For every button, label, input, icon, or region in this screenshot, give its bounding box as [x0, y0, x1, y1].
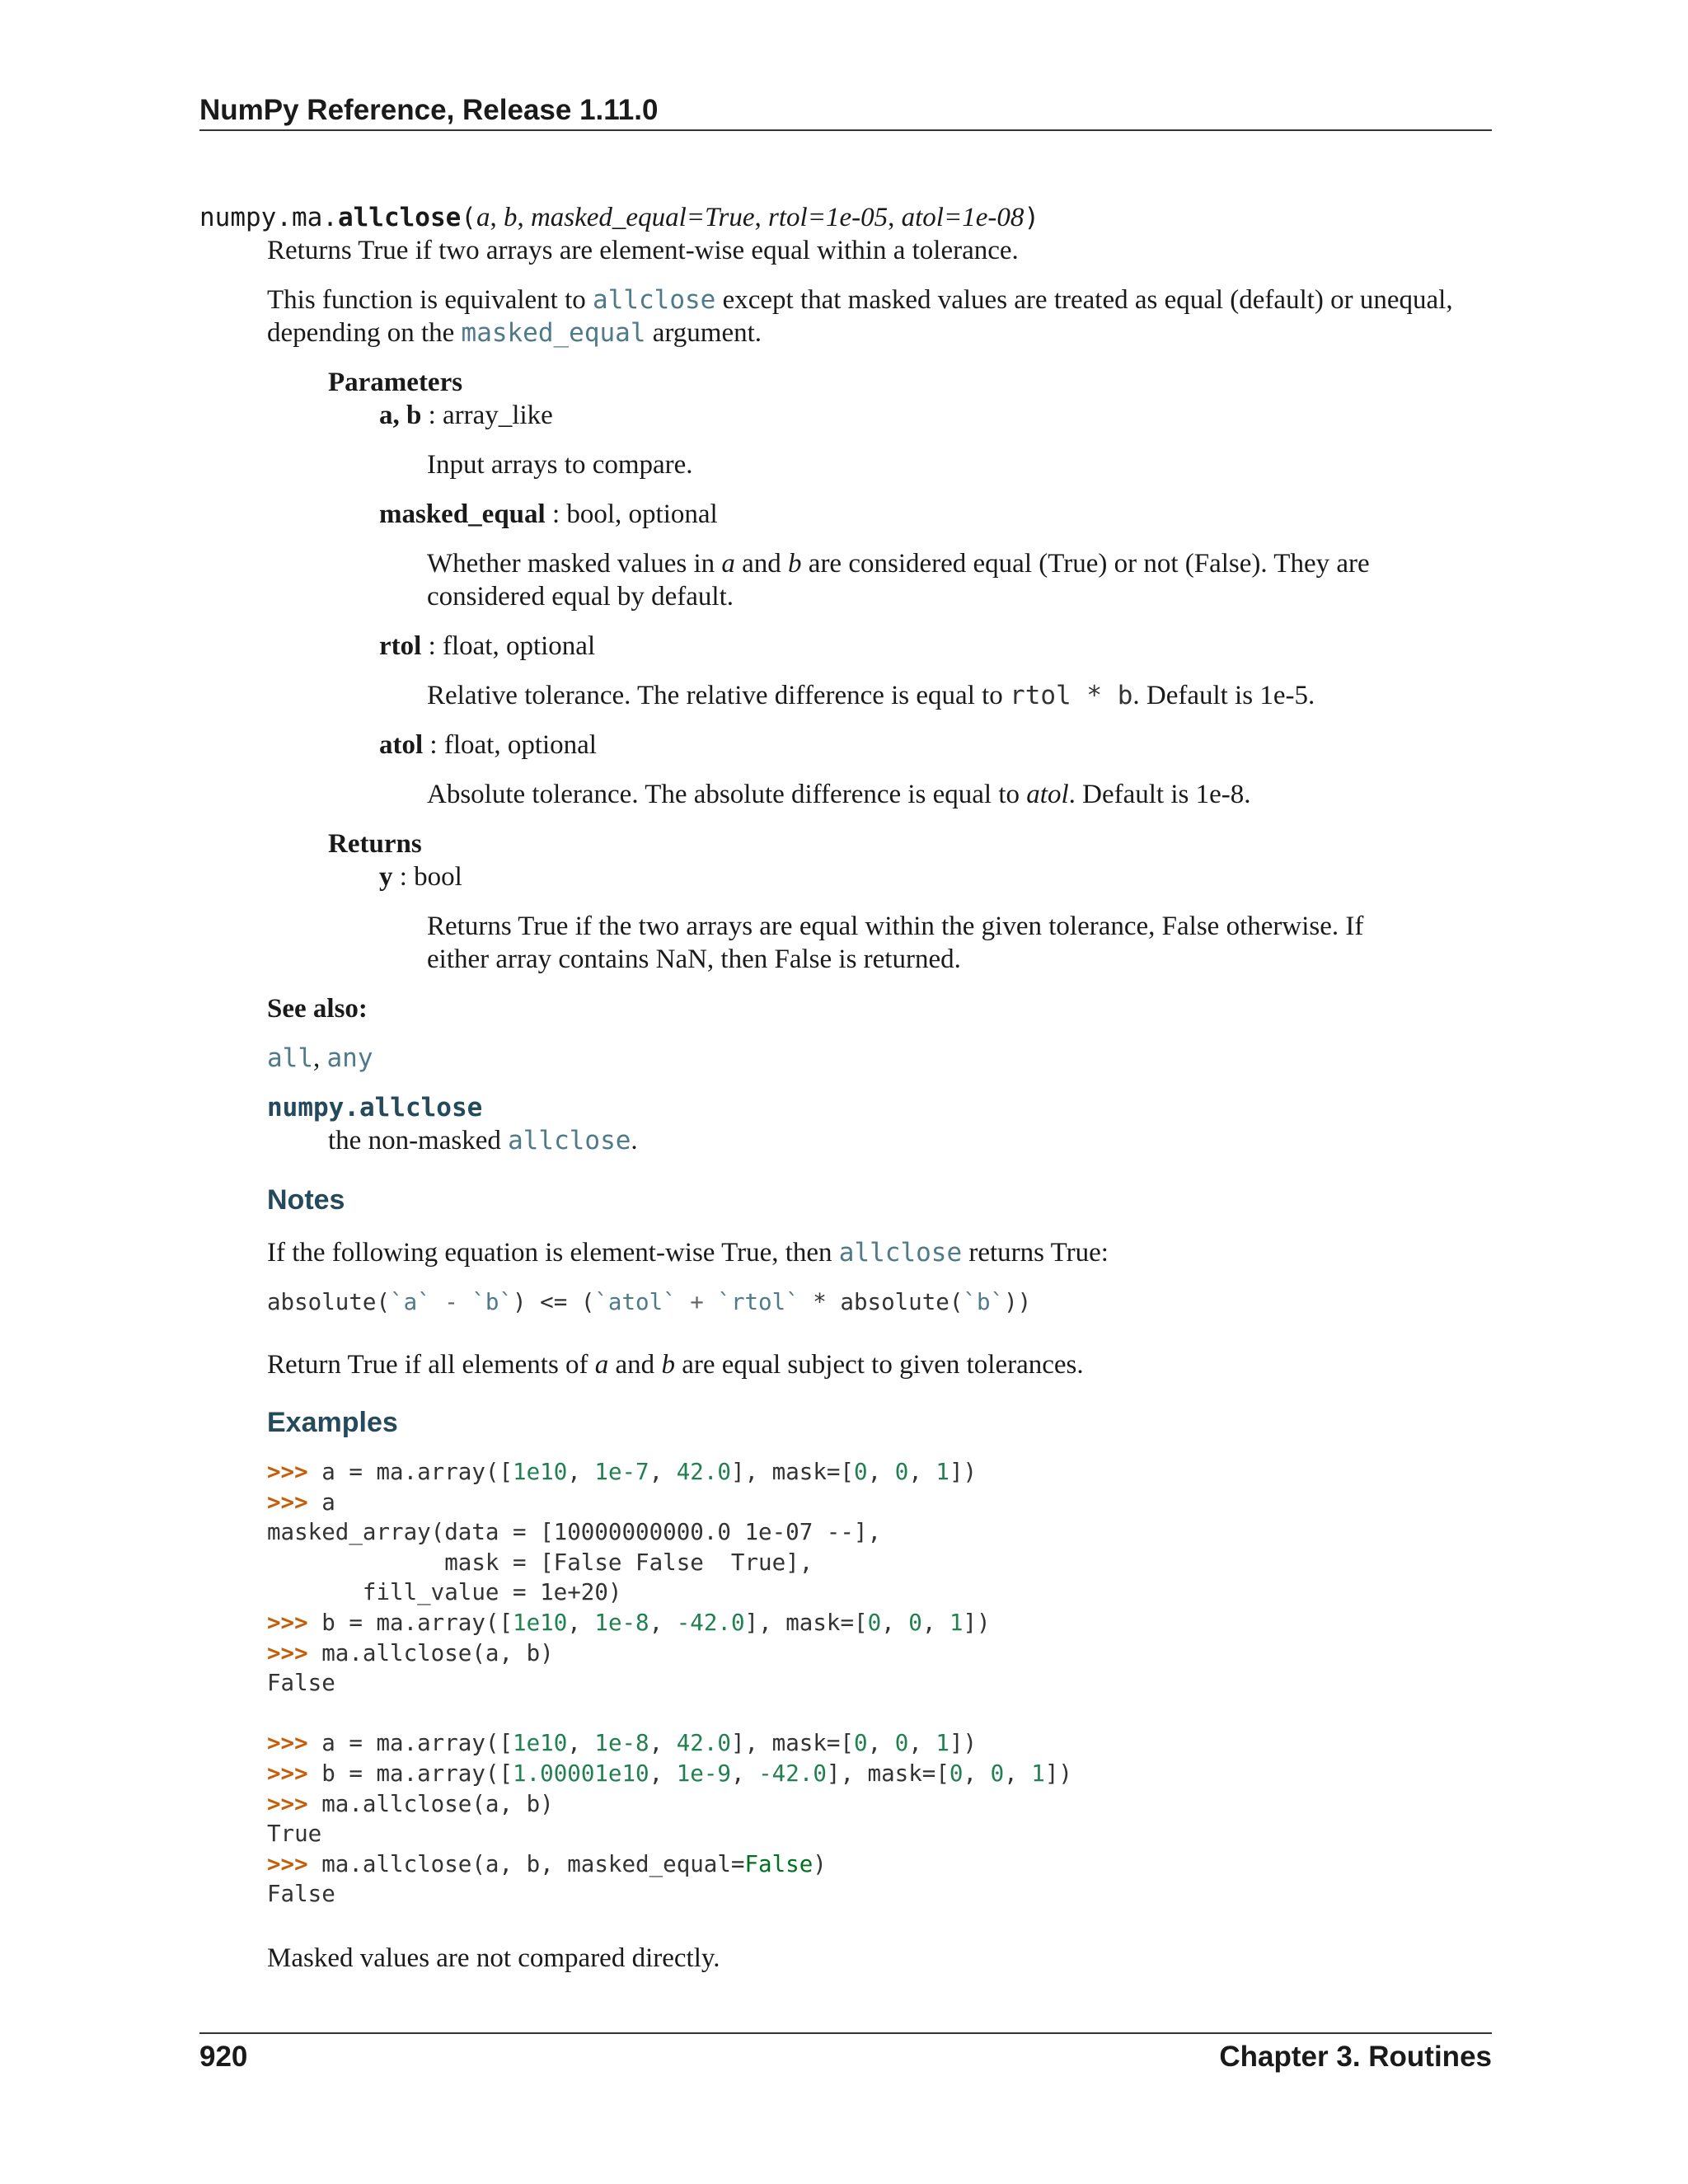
code-number: 1	[949, 1609, 964, 1636]
prompt: >>>	[267, 1730, 308, 1757]
code: ,	[908, 1459, 936, 1485]
code-number: 1e-8	[594, 1609, 649, 1636]
formula-var: `rtol`	[717, 1289, 799, 1315]
param-masked-equal-desc-1	[427, 547, 1370, 580]
see-also-comma: ,	[313, 1043, 327, 1073]
code-number: 1	[935, 1459, 950, 1485]
param-ab-desc: Input arrays to compare.	[427, 450, 693, 480]
description-line-1	[267, 284, 1453, 316]
desc-text: the non-masked	[328, 1126, 509, 1155]
code-keyword: False	[744, 1850, 814, 1877]
notes-text: If the following equation is element-wise True, then	[267, 1238, 839, 1268]
code: b = ma.array([	[307, 1760, 513, 1787]
code: ,	[963, 1760, 991, 1787]
footer-rule	[199, 2032, 1492, 2034]
notes-text: are equal subject to given tolerances.	[674, 1350, 1084, 1380]
formula-part: ) <= (	[513, 1289, 595, 1315]
param-ab	[379, 399, 553, 432]
desc-text: Relative tolerance. The relative difference is equal to	[427, 681, 1010, 710]
return-desc-2: either array contains NaN, then False is returned.	[427, 944, 961, 974]
code-number: 1	[935, 1730, 950, 1757]
code-number: 0	[908, 1609, 922, 1636]
param-rtol	[379, 630, 595, 663]
desc-text: Whether masked values in	[427, 549, 722, 579]
signature-param-masked-equal: masked_equal=True	[530, 203, 755, 232]
return-y-type: : bool	[392, 862, 462, 892]
description-line-2	[267, 316, 762, 349]
code-number: 42.0	[676, 1459, 731, 1485]
code-output: fill_value = 1e+20)	[267, 1579, 622, 1606]
examples-heading: Examples	[267, 1407, 398, 1438]
desc-text: Absolute tolerance. The absolute difference is equal to	[427, 780, 1027, 809]
code: ma.allclose(a, b)	[307, 1639, 554, 1666]
code-number: 1.00001e10	[513, 1760, 649, 1787]
page-number: 920	[199, 2041, 248, 2073]
code-number: -42.0	[676, 1609, 745, 1636]
code: ,	[730, 1760, 759, 1787]
allclose-link[interactable]: allclose	[593, 285, 716, 315]
notes-formula	[267, 1286, 1031, 1319]
desc-text: . Default is 1e-5.	[1132, 681, 1315, 710]
numpy-allclose-link[interactable]	[267, 1091, 482, 1124]
code-number: 0	[894, 1730, 909, 1757]
code-number: 0	[990, 1760, 1005, 1787]
formula-var: `a`	[390, 1289, 431, 1315]
formula-part: absolute(	[267, 1289, 391, 1315]
signature-sep: ,	[754, 203, 769, 232]
chapter-title: Chapter 3. Routines	[1219, 2041, 1492, 2073]
prompt: >>>	[267, 1459, 308, 1485]
signature-open-paren: (	[461, 203, 476, 232]
param-rtol-type: : float, optional	[421, 631, 596, 661]
return-y	[379, 860, 462, 893]
param-atol-desc	[427, 778, 1250, 811]
code-number: -42.0	[758, 1760, 827, 1787]
code: a	[307, 1488, 335, 1516]
code: )	[813, 1850, 827, 1877]
description-text: This function is equivalent to	[267, 285, 593, 315]
param-atol-name: atol	[379, 730, 424, 760]
formula-part: +	[676, 1289, 718, 1315]
code: ])	[963, 1609, 991, 1636]
desc-var: b	[788, 549, 802, 579]
code: ], mask=[	[744, 1609, 868, 1636]
desc-text: . Default is 1e-8.	[1068, 780, 1251, 809]
code-number: 42.0	[676, 1730, 731, 1757]
code-output: True	[267, 1821, 322, 1848]
parameters-heading: Parameters	[328, 368, 463, 397]
code-number: 1e10	[513, 1459, 568, 1485]
notes-text: and	[608, 1350, 662, 1380]
code-number: 1e-9	[676, 1760, 731, 1787]
notes-paragraph-1	[267, 1236, 1109, 1269]
param-masked-equal-name: masked_equal	[379, 499, 546, 529]
notes-paragraph-2	[267, 1348, 1084, 1381]
formula-var: `atol`	[594, 1289, 677, 1315]
code: ,	[867, 1730, 895, 1757]
code-output: False	[267, 1881, 335, 1908]
signature-module: numpy.ma.	[199, 203, 338, 232]
prompt: >>>	[267, 1639, 308, 1666]
code: ,	[1004, 1760, 1032, 1787]
code-number: 0	[854, 1459, 868, 1485]
code: ,	[881, 1609, 909, 1636]
notes-text: Return True if all elements of	[267, 1350, 595, 1380]
all-link[interactable]: all	[267, 1043, 313, 1073]
code: ])	[949, 1459, 978, 1485]
code: ma.allclose(a, b)	[307, 1790, 554, 1817]
desc-var: atol	[1026, 780, 1069, 809]
param-atol	[379, 729, 597, 762]
header-rule	[199, 129, 1492, 131]
code-number: 1e10	[513, 1609, 568, 1636]
rtol-code: rtol * b	[1010, 681, 1133, 710]
notes-text: returns True:	[962, 1238, 1109, 1268]
code: ], mask=[	[730, 1459, 854, 1485]
prompt: >>>	[267, 1609, 308, 1636]
desc-text: are considered equal (True) or not (False). They are	[801, 549, 1370, 579]
code: ])	[1044, 1760, 1072, 1787]
param-masked-equal-desc-2: considered equal by default.	[427, 582, 734, 612]
param-masked-equal-type: : bool, optional	[545, 499, 718, 529]
notes-var: b	[661, 1350, 675, 1380]
code: ma.allclose(a, b, masked_equal=	[307, 1850, 745, 1877]
desc-text: and	[734, 549, 789, 579]
code: ,	[867, 1459, 895, 1485]
code: ], mask=[	[730, 1730, 854, 1757]
numpy-allclose-label: numpy.allclose	[267, 1093, 483, 1122]
running-header: NumPy Reference, Release 1.11.0	[199, 94, 659, 126]
code-output: masked_array(data = [10000000000.0 1e-07 --],	[267, 1519, 882, 1546]
see-also-heading: See also:	[267, 994, 368, 1024]
code-number: 0	[894, 1459, 909, 1485]
formula-var: `b`	[471, 1289, 513, 1315]
code: ,	[567, 1459, 595, 1485]
signature-param-b: b	[503, 203, 518, 232]
code: ,	[908, 1730, 936, 1757]
allclose-link[interactable]: allclose	[508, 1126, 631, 1155]
code-number: 1e-8	[594, 1730, 649, 1757]
code: ,	[649, 1609, 677, 1636]
desc-text: .	[631, 1126, 638, 1155]
code-number: 0	[854, 1730, 868, 1757]
notes-heading: Notes	[267, 1184, 345, 1216]
any-link[interactable]: any	[326, 1043, 373, 1073]
signature-close-paren: )	[1024, 203, 1040, 232]
masked-equal-ref: masked_equal	[461, 318, 646, 348]
code: a = ma.array([	[307, 1730, 513, 1757]
return-desc-1: Returns True if the two arrays are equal within the given tolerance, False otherwise. If	[427, 912, 1364, 941]
description-text: except that masked values are treated as equal (default) or unequal,	[715, 285, 1453, 315]
signature-sep: ,	[888, 203, 902, 232]
code-number: 0	[949, 1760, 964, 1787]
code-number: 1e-7	[594, 1459, 649, 1485]
allclose-link[interactable]: allclose	[838, 1238, 963, 1268]
see-also-refs	[267, 1042, 373, 1075]
prompt: >>>	[267, 1790, 308, 1817]
description-text: depending on the	[267, 318, 462, 348]
code: ], mask=[	[826, 1760, 950, 1787]
code-number: 0	[867, 1609, 882, 1636]
formula-var: `b`	[963, 1289, 1005, 1315]
formula-part: -	[430, 1289, 472, 1315]
code-output: False	[267, 1670, 335, 1697]
code: ,	[649, 1459, 677, 1485]
code-number: 1	[1031, 1760, 1045, 1787]
code: ,	[649, 1730, 677, 1757]
code-number: 1e10	[513, 1730, 568, 1757]
code: a = ma.array([	[307, 1459, 513, 1485]
param-ab-type: : array_like	[421, 401, 553, 430]
code: b = ma.array([	[307, 1609, 513, 1636]
description-text: argument.	[645, 318, 762, 348]
prompt: >>>	[267, 1488, 308, 1516]
signature-param-rtol: rtol=1e-05	[768, 203, 889, 232]
param-masked-equal	[379, 498, 718, 531]
desc-var: a	[721, 549, 735, 579]
signature-function-name: allclose	[337, 203, 462, 232]
signature-sep: ,	[490, 203, 504, 232]
code: ,	[567, 1609, 595, 1636]
code: ,	[921, 1609, 950, 1636]
signature-sep: ,	[517, 203, 531, 232]
prompt: >>>	[267, 1850, 308, 1877]
signature-param-a: a	[476, 203, 490, 232]
code: ])	[949, 1730, 978, 1757]
param-ab-name: a, b	[379, 401, 422, 430]
formula-part: * absolute(	[799, 1289, 964, 1315]
param-rtol-name: rtol	[379, 631, 422, 661]
prompt: >>>	[267, 1760, 308, 1787]
notes-var: a	[594, 1350, 609, 1380]
formula-part: ))	[1004, 1289, 1032, 1315]
numpy-allclose-desc	[328, 1124, 638, 1157]
code: ,	[649, 1760, 677, 1787]
function-signature	[199, 201, 1039, 234]
examples-code-block	[267, 1457, 1072, 1910]
closing-paragraph: Masked values are not compared directly.	[267, 1943, 720, 1973]
return-y-name: y	[379, 862, 393, 892]
code-output: mask = [False False True],	[267, 1549, 814, 1576]
param-rtol-desc	[427, 679, 1315, 712]
summary: Returns True if two arrays are element-wise equal within a tolerance.	[267, 236, 1019, 265]
code: ,	[567, 1730, 595, 1757]
param-atol-type: : float, optional	[423, 730, 597, 760]
returns-heading: Returns	[328, 829, 422, 859]
signature-param-atol: atol=1e-08	[901, 203, 1025, 232]
